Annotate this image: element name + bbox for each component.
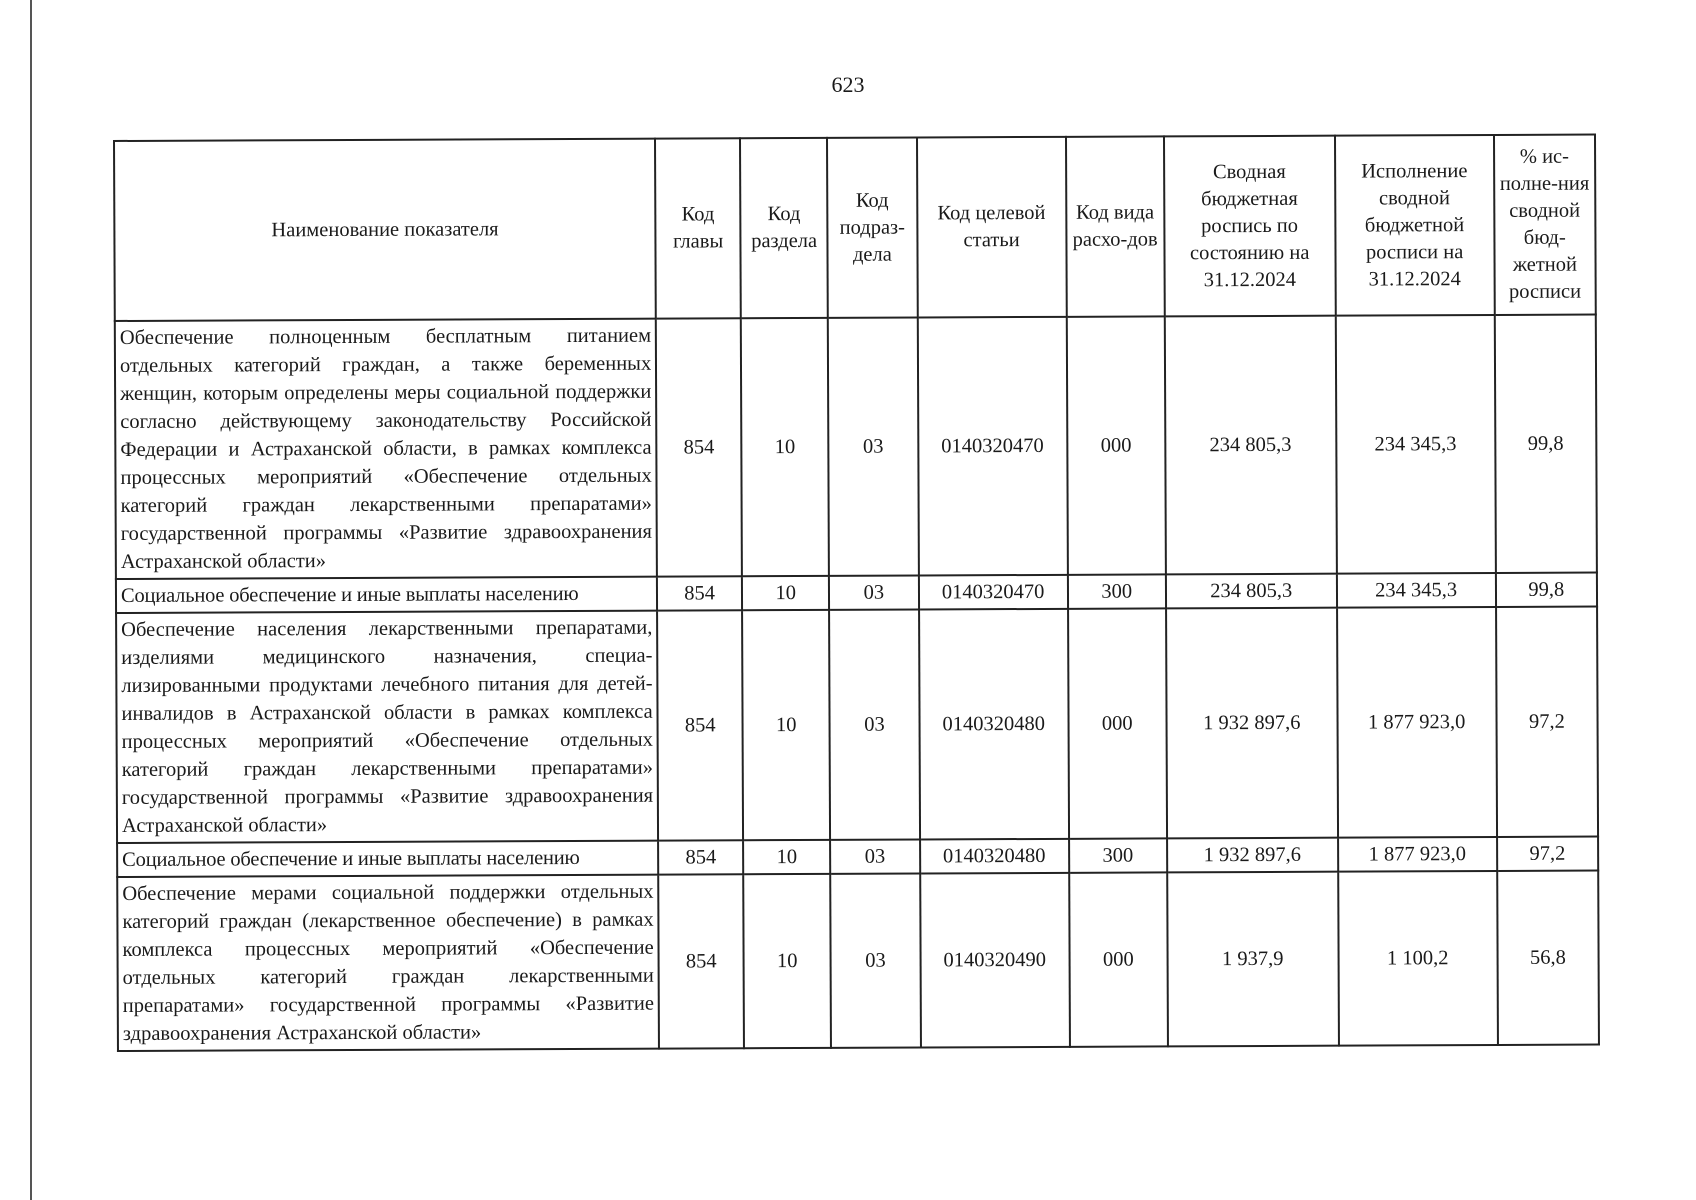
row-budget-execution: 234 345,3 bbox=[1335, 315, 1495, 574]
row-subsection-code: 03 bbox=[830, 839, 919, 873]
row-execution-percent: 99,8 bbox=[1494, 315, 1596, 573]
row-name: Обеспечение мерами социальной поддержки отдельных категорий граждан (лекарственное обеспечение) в рамках комплекса процессных мероприятий «Обеспечение отдельных категорий граждан лекарственными препаратами» государственной программы «Развитие здравоохранения Астраханской области» bbox=[117, 875, 659, 1051]
row-chapter-code: 854 bbox=[658, 840, 743, 874]
row-budget-execution: 1 877 923,0 bbox=[1338, 837, 1497, 872]
row-target-code: 0140320470 bbox=[917, 317, 1067, 576]
row-target-code: 0140320480 bbox=[920, 839, 1069, 874]
row-section-code: 10 bbox=[741, 318, 829, 576]
row-execution-percent: 97,2 bbox=[1496, 607, 1598, 837]
row-execution-percent: 56,8 bbox=[1497, 871, 1599, 1045]
header-section-code: Код раздела bbox=[740, 138, 828, 318]
row-budget-plan: 234 805,3 bbox=[1166, 574, 1337, 609]
row-target-code: 0140320480 bbox=[919, 609, 1069, 840]
row-chapter-code: 854 bbox=[657, 576, 742, 610]
row-expense-type-code: 300 bbox=[1068, 574, 1166, 608]
row-budget-execution: 1 877 923,0 bbox=[1337, 607, 1497, 838]
row-budget-execution: 234 345,3 bbox=[1337, 573, 1496, 608]
row-chapter-code: 854 bbox=[657, 610, 743, 840]
header-row bbox=[114, 135, 1596, 321]
row-expense-type-code: 000 bbox=[1066, 316, 1165, 574]
row-budget-plan: 1 932 897,6 bbox=[1167, 838, 1338, 873]
row-target-code: 0140320470 bbox=[918, 575, 1067, 610]
header-chapter-code: Код главы bbox=[655, 138, 741, 318]
page-number: 623 bbox=[831, 72, 865, 97]
row-subsection-code: 03 bbox=[829, 609, 919, 839]
header-subsection-code: Код подраз-дела bbox=[827, 137, 917, 317]
header-execution-percent: % ис-полне-ния сводной бюд-жетной росписи bbox=[1494, 135, 1596, 315]
header-name: Наименование показателя bbox=[114, 139, 656, 321]
row-name: Обеспечение населения лекарственными препаратами, изделиями медицинского назначения, специализированными продуктами лечебного питания для детей-инвалидов в Астраханской области в рамках комплекса процессных мероприятий «Обеспечение отдельных категорий граждан лекарственными препаратами» государственной программы «Развитие здравоохранения Астраханской области» bbox=[116, 611, 658, 843]
row-execution-percent: 99,8 bbox=[1496, 573, 1597, 607]
row-expense-type-code: 000 bbox=[1068, 608, 1167, 838]
row-section-code: 10 bbox=[743, 840, 830, 874]
row-expense-type-code: 000 bbox=[1069, 872, 1168, 1046]
row-chapter-code: 854 bbox=[658, 874, 744, 1048]
row-name: Социальное обеспечение и иные выплаты населению bbox=[117, 841, 658, 877]
row-expense-type-code: 300 bbox=[1069, 838, 1167, 872]
budget-table bbox=[113, 134, 1600, 1052]
header-expense-type-code: Код вида расхо-дов bbox=[1066, 136, 1165, 316]
scan-edge-line bbox=[30, 0, 32, 1200]
row-budget-execution: 1 100,2 bbox=[1338, 871, 1498, 1046]
row-section-code: 10 bbox=[743, 874, 831, 1048]
row-subsection-code: 03 bbox=[828, 317, 918, 575]
row-chapter-code: 854 bbox=[656, 318, 742, 576]
row-section-code: 10 bbox=[742, 610, 830, 840]
row-subsection-code: 03 bbox=[830, 873, 920, 1047]
header-target-code: Код целевой статьи bbox=[917, 137, 1067, 318]
header-budget-plan: Сводная бюджетная роспись по состоянию на 31.12.2024 bbox=[1164, 136, 1336, 317]
row-budget-plan: 1 932 897,6 bbox=[1166, 608, 1338, 839]
table-row bbox=[117, 871, 1599, 1051]
row-section-code: 10 bbox=[742, 576, 829, 610]
table-row bbox=[116, 607, 1598, 843]
table-row bbox=[115, 315, 1597, 579]
row-name: Социальное обеспечение и иные выплаты населению bbox=[116, 577, 657, 613]
row-target-code: 0140320490 bbox=[920, 873, 1070, 1048]
row-execution-percent: 97,2 bbox=[1497, 837, 1598, 871]
row-budget-plan: 234 805,3 bbox=[1164, 316, 1336, 575]
row-budget-plan: 1 937,9 bbox=[1167, 872, 1339, 1047]
row-name: Обеспечение полноценным бесплатным питанием отдельных категорий граждан, а также беременных женщин, которым определены меры социальной поддержки согласно действующему законодательству Российской Федерации и Астраханской области, в рамках комплекса процессных мероприятий «Обеспечение отдельных категорий граждан лекарственными препаратами» государственной программы «Развитие здравоохранения Астраханской области» bbox=[115, 319, 657, 579]
header-budget-execution: Исполнение сводной бюджетной росписи на 31.12.2024 bbox=[1335, 135, 1495, 316]
row-subsection-code: 03 bbox=[829, 575, 918, 609]
